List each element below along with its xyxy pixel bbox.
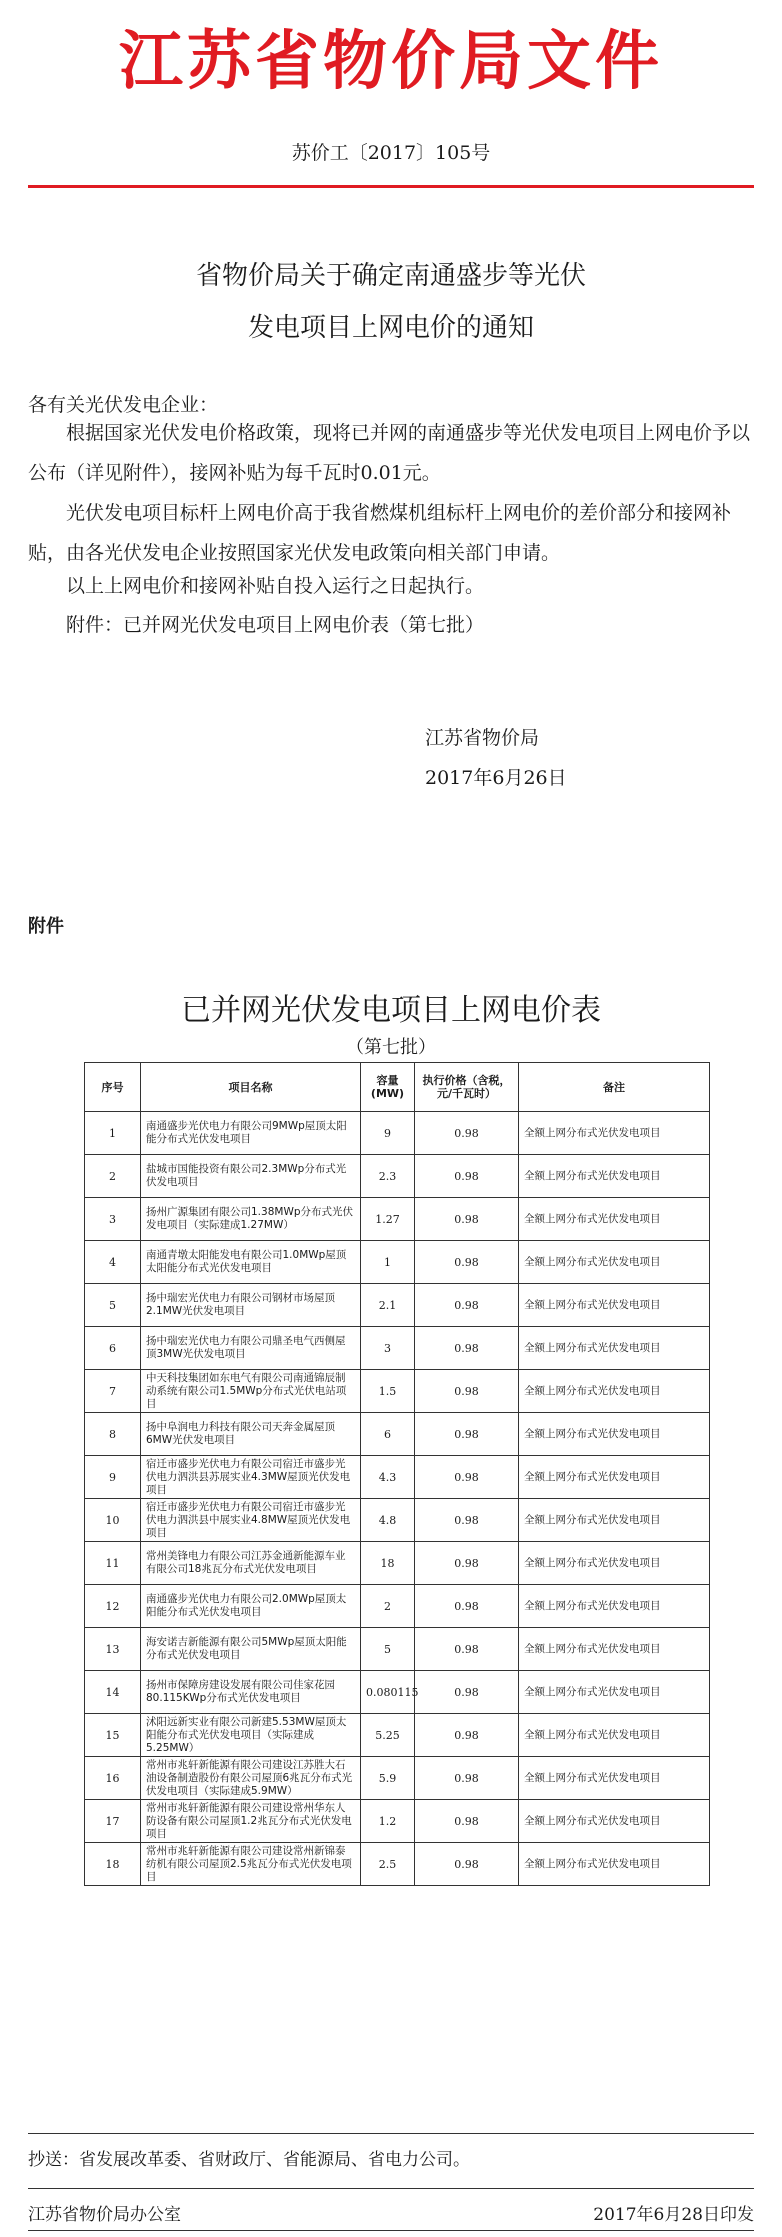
cell-capacity: 1.27 xyxy=(361,1198,415,1241)
cell-remark: 全额上网分布式光伏发电项目 xyxy=(519,1843,710,1886)
table-row xyxy=(85,1757,710,1800)
salutation: 各有关光伏发电企业： xyxy=(28,394,219,416)
cell-capacity: 1.2 xyxy=(361,1800,415,1843)
table-row xyxy=(85,1241,710,1284)
cell-project-name: 扬中阜润电力科技有限公司天奔金属屋顶6MW光伏发电项目 xyxy=(141,1413,361,1456)
notice-title xyxy=(0,250,782,354)
column-header-price: 执行价格（含税，元/千瓦时） xyxy=(415,1063,519,1112)
attachment-subtitle: （第七批） xyxy=(346,1037,436,1058)
red-divider xyxy=(28,185,754,188)
cell-project-name: 扬州市保障房建设发展有限公司佳家花园80.115KWp分布式光伏发电项目 xyxy=(141,1671,361,1714)
tariff-table xyxy=(84,1062,710,1886)
cell-project-name: 南通青墩太阳能发电有限公司1.0MWp屋顶太阳能分布式光伏发电项目 xyxy=(141,1241,361,1284)
table-row xyxy=(85,1585,710,1628)
cell-remark: 全额上网分布式光伏发电项目 xyxy=(519,1757,710,1800)
cell-row-number: 12 xyxy=(85,1585,141,1628)
cell-capacity: 0.080115 xyxy=(361,1671,415,1714)
table-row xyxy=(85,1499,710,1542)
cell-price: 0.98 xyxy=(415,1413,519,1456)
cell-project-name: 宿迁市盛步光伏电力有限公司宿迁市盛步光伏电力泗洪县苏展实业4.3MW屋顶光伏发电项目 xyxy=(141,1456,361,1499)
cell-row-number: 13 xyxy=(85,1628,141,1671)
cell-price: 0.98 xyxy=(415,1843,519,1886)
cell-price: 0.98 xyxy=(415,1327,519,1370)
cell-capacity: 5.9 xyxy=(361,1757,415,1800)
cell-price: 0.98 xyxy=(415,1284,519,1327)
cell-remark: 全额上网分布式光伏发电项目 xyxy=(519,1241,710,1284)
cell-capacity: 3 xyxy=(361,1327,415,1370)
cell-capacity: 1 xyxy=(361,1241,415,1284)
table-row xyxy=(85,1800,710,1843)
cell-project-name: 宿迁市盛步光伏电力有限公司宿迁市盛步光伏电力泗洪县中展实业4.8MW屋顶光伏发电项目 xyxy=(141,1499,361,1542)
cell-row-number: 3 xyxy=(85,1198,141,1241)
footer-divider-bottom xyxy=(28,2230,754,2231)
cell-row-number: 10 xyxy=(85,1499,141,1542)
cell-remark: 全额上网分布式光伏发电项目 xyxy=(519,1370,710,1413)
footer-divider-top xyxy=(28,2133,754,2134)
copy-to: 抄送：省发展改革委、省财政厅、省能源局、省电力公司。 xyxy=(28,2150,470,2170)
cell-row-number: 8 xyxy=(85,1413,141,1456)
paragraph-4: 附件：已并网光伏发电项目上网电价表（第七批） xyxy=(66,614,485,636)
signature-date: 2017年6月26日 xyxy=(425,767,567,789)
cell-row-number: 9 xyxy=(85,1456,141,1499)
table-row xyxy=(85,1155,710,1198)
table-row xyxy=(85,1284,710,1327)
cell-remark: 全额上网分布式光伏发电项目 xyxy=(519,1112,710,1155)
cell-row-number: 11 xyxy=(85,1542,141,1585)
cell-price: 0.98 xyxy=(415,1542,519,1585)
table-body xyxy=(85,1112,710,1886)
cell-capacity: 4.3 xyxy=(361,1456,415,1499)
attachment-label: 附件 xyxy=(28,916,64,937)
column-header-capacity: 容量(MW) xyxy=(361,1063,415,1112)
cell-remark: 全额上网分布式光伏发电项目 xyxy=(519,1585,710,1628)
table-row xyxy=(85,1843,710,1886)
cell-row-number: 16 xyxy=(85,1757,141,1800)
cell-capacity: 2.5 xyxy=(361,1843,415,1886)
cell-price: 0.98 xyxy=(415,1757,519,1800)
paragraph-2: 光伏发电项目标杆上网电价高于我省燃煤机组标杆上网电价的差价部分和接网补贴，由各光伏发电企业按照国家光伏发电政策向相关部门申请。 xyxy=(28,502,732,564)
cell-project-name: 盐城市国能投资有限公司2.3MWp分布式光伏发电项目 xyxy=(141,1155,361,1198)
cell-capacity: 18 xyxy=(361,1542,415,1585)
cell-remark: 全额上网分布式光伏发电项目 xyxy=(519,1628,710,1671)
cell-row-number: 15 xyxy=(85,1714,141,1757)
cell-remark: 全额上网分布式光伏发电项目 xyxy=(519,1198,710,1241)
cell-price: 0.98 xyxy=(415,1585,519,1628)
table-header-row xyxy=(85,1063,710,1112)
cell-row-number: 14 xyxy=(85,1671,141,1714)
cell-price: 0.98 xyxy=(415,1800,519,1843)
cell-project-name: 常州美锋电力有限公司江苏金通新能源车业有限公司18兆瓦分布式光伏发电项目 xyxy=(141,1542,361,1585)
cell-remark: 全额上网分布式光伏发电项目 xyxy=(519,1413,710,1456)
table-row xyxy=(85,1327,710,1370)
column-header-no: 序号 xyxy=(85,1063,141,1112)
issuing-office: 江苏省物价局办公室 xyxy=(28,2205,181,2225)
cell-price: 0.98 xyxy=(415,1155,519,1198)
cell-project-name: 扬中瑞宏光伏电力有限公司鼎圣电气西侧屋顶3MW光伏发电项目 xyxy=(141,1327,361,1370)
document-header-title: 江苏省物价局文件 xyxy=(119,25,663,99)
cell-capacity: 6 xyxy=(361,1413,415,1456)
cell-capacity: 2.1 xyxy=(361,1284,415,1327)
table-row xyxy=(85,1542,710,1585)
cell-project-name: 常州市兆轩新能源有限公司建设江苏胜大石油设备制造股份有限公司屋顶6兆瓦分布式光伏发电项目（实际建成5.9MW） xyxy=(141,1757,361,1800)
cell-price: 0.98 xyxy=(415,1112,519,1155)
cell-project-name: 南通盛步光伏电力有限公司9MWp屋顶太阳能分布式光伏发电项目 xyxy=(141,1112,361,1155)
cell-remark: 全额上网分布式光伏发电项目 xyxy=(519,1800,710,1843)
cell-row-number: 5 xyxy=(85,1284,141,1327)
cell-price: 0.98 xyxy=(415,1198,519,1241)
cell-row-number: 6 xyxy=(85,1327,141,1370)
cell-capacity: 4.8 xyxy=(361,1499,415,1542)
cell-capacity: 2 xyxy=(361,1585,415,1628)
cell-capacity: 2.3 xyxy=(361,1155,415,1198)
cell-remark: 全额上网分布式光伏发电项目 xyxy=(519,1155,710,1198)
cell-price: 0.98 xyxy=(415,1671,519,1714)
table-row xyxy=(85,1714,710,1757)
document-number: 苏价工〔2017〕105号 xyxy=(291,142,491,164)
cell-price: 0.98 xyxy=(415,1714,519,1757)
notice-title-line-2: 发电项目上网电价的通知 xyxy=(247,313,534,343)
cell-remark: 全额上网分布式光伏发电项目 xyxy=(519,1542,710,1585)
cell-price: 0.98 xyxy=(415,1499,519,1542)
cell-project-name: 常州市兆轩新能源有限公司建设常州华东人防设备有限公司屋顶1.2兆瓦分布式光伏发电项目 xyxy=(141,1800,361,1843)
cell-remark: 全额上网分布式光伏发电项目 xyxy=(519,1714,710,1757)
cell-row-number: 4 xyxy=(85,1241,141,1284)
table-row xyxy=(85,1628,710,1671)
table-row xyxy=(85,1456,710,1499)
cell-capacity: 1.5 xyxy=(361,1370,415,1413)
cell-project-name: 中天科技集团如东电气有限公司南通锦辰制动系统有限公司1.5MWp分布式光伏电站项目 xyxy=(141,1370,361,1413)
cell-remark: 全额上网分布式光伏发电项目 xyxy=(519,1327,710,1370)
cell-price: 0.98 xyxy=(415,1456,519,1499)
attachment-title: 已并网光伏发电项目上网电价表 xyxy=(181,993,601,1028)
cell-project-name: 南通盛步光伏电力有限公司2.0MWp屋顶太阳能分布式光伏发电项目 xyxy=(141,1585,361,1628)
cell-remark: 全额上网分布式光伏发电项目 xyxy=(519,1499,710,1542)
cell-capacity: 5.25 xyxy=(361,1714,415,1757)
table-row xyxy=(85,1671,710,1714)
cell-project-name: 常州市兆轩新能源有限公司建设常州新锦泰纺机有限公司屋顶2.5兆瓦分布式光伏发电项目 xyxy=(141,1843,361,1886)
cell-row-number: 17 xyxy=(85,1800,141,1843)
cell-project-name: 沭阳远新实业有限公司新建5.53MW屋顶太阳能分布式光伏发电项目（实际建成5.25MW） xyxy=(141,1714,361,1757)
cell-remark: 全额上网分布式光伏发电项目 xyxy=(519,1671,710,1714)
cell-capacity: 9 xyxy=(361,1112,415,1155)
cell-project-name: 扬中瑞宏光伏电力有限公司钢材市场屋顶2.1MW光伏发电项目 xyxy=(141,1284,361,1327)
cell-remark: 全额上网分布式光伏发电项目 xyxy=(519,1284,710,1327)
table-row xyxy=(85,1370,710,1413)
footer-divider-middle xyxy=(28,2188,754,2189)
cell-capacity: 5 xyxy=(361,1628,415,1671)
print-date: 2017年6月28日印发 xyxy=(593,2205,754,2225)
cell-row-number: 2 xyxy=(85,1155,141,1198)
table-row xyxy=(85,1413,710,1456)
paragraph-1: 根据国家光伏发电价格政策，现将已并网的南通盛步等光伏发电项目上网电价予以公布（详见附件），接网补贴为每千瓦时0.01元。 xyxy=(28,422,751,484)
signature-organization: 江苏省物价局 xyxy=(425,727,540,749)
paragraph-3: 以上上网电价和接网补贴自投入运行之日起执行。 xyxy=(66,575,485,597)
table-row xyxy=(85,1198,710,1241)
cell-project-name: 海安诺吉新能源有限公司5MWp屋顶太阳能分布式光伏发电项目 xyxy=(141,1628,361,1671)
notice-title-line-1: 省物价局关于确定南通盛步等光伏 xyxy=(195,261,586,291)
cell-remark: 全额上网分布式光伏发电项目 xyxy=(519,1456,710,1499)
cell-row-number: 1 xyxy=(85,1112,141,1155)
cell-price: 0.98 xyxy=(415,1628,519,1671)
cell-row-number: 7 xyxy=(85,1370,141,1413)
cell-price: 0.98 xyxy=(415,1241,519,1284)
cell-price: 0.98 xyxy=(415,1370,519,1413)
cell-row-number: 18 xyxy=(85,1843,141,1886)
column-header-note: 备注 xyxy=(519,1063,710,1112)
cell-project-name: 扬州广源集团有限公司1.38MWp分布式光伏发电项目（实际建成1.27MW） xyxy=(141,1198,361,1241)
column-header-name: 项目名称 xyxy=(141,1063,361,1112)
table-row xyxy=(85,1112,710,1155)
